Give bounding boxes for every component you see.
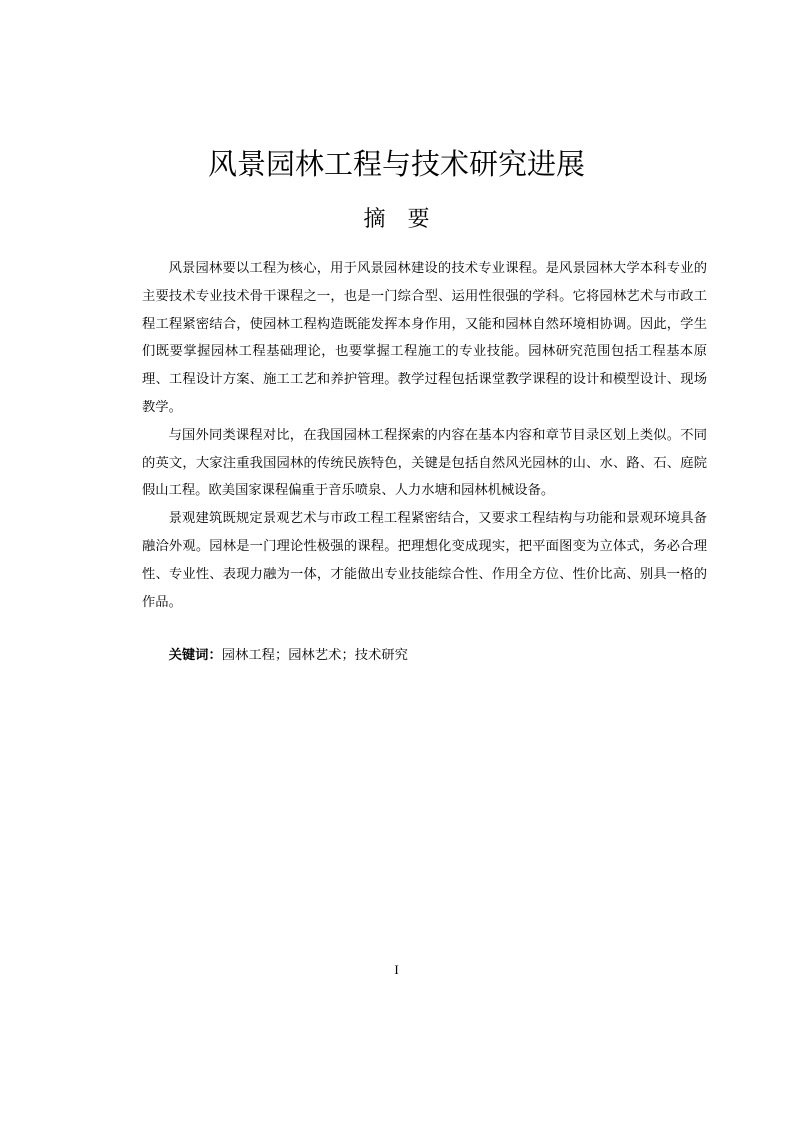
abstract-paragraph-3: 景观建筑既规定景观艺术与市政工程工程紧密结合，又要求工程结构与功能和景观环境具备融洽外观。园林是一门理论性极强的课程。把理想化变成现实，把平面图变为立体式，务必合理性、专业性、表现力融为一体，才能做出专业技能综合性、作用全方位、性价比高、别具一格的作品。 xyxy=(142,511,707,610)
keywords-line xyxy=(142,642,707,669)
keywords-label: 关键词： xyxy=(168,648,222,663)
abstract-paragraph-2: 与国外同类课程对比，在我国园林工程探索的内容在基本内容和章节目录区划上类似。不同的英文，大家注重我国园林的传统民族特色，关键是包括自然风光园林的山、水、路、石、庭院假山工程。欧美国家课程偏重于音乐喷泉、人力水塘和园林机械设备。 xyxy=(142,427,707,499)
document-title: 风景园林工程与技术研究进展 xyxy=(207,147,585,181)
page-number: I xyxy=(394,962,399,977)
abstract-paragraph-1: 风景园林要以工程为核心，用于风景园林建设的技术专业课程。是风景园林大学本科专业的主要技术专业技术骨干课程之一，也是一门综合型、运用性很强的学科。它将园林艺术与市政工程工程紧密结合，使园林工程构造既能发挥本身作用，又能和园林自然环境相协调。因此，学生们既要掌握园林工程基础理论，也要掌握工程施工的专业技能。园林研究范围包括工程基本原理、工程设计方案、施工工艺和养护管理。教学过程包括课堂教学课程的设计和模型设计、现场教学。 xyxy=(142,261,707,415)
abstract-heading: 摘 要 xyxy=(363,207,430,232)
keywords-text: 园林工程；园林艺术；技术研究 xyxy=(221,648,408,663)
abstract-body xyxy=(142,255,707,616)
